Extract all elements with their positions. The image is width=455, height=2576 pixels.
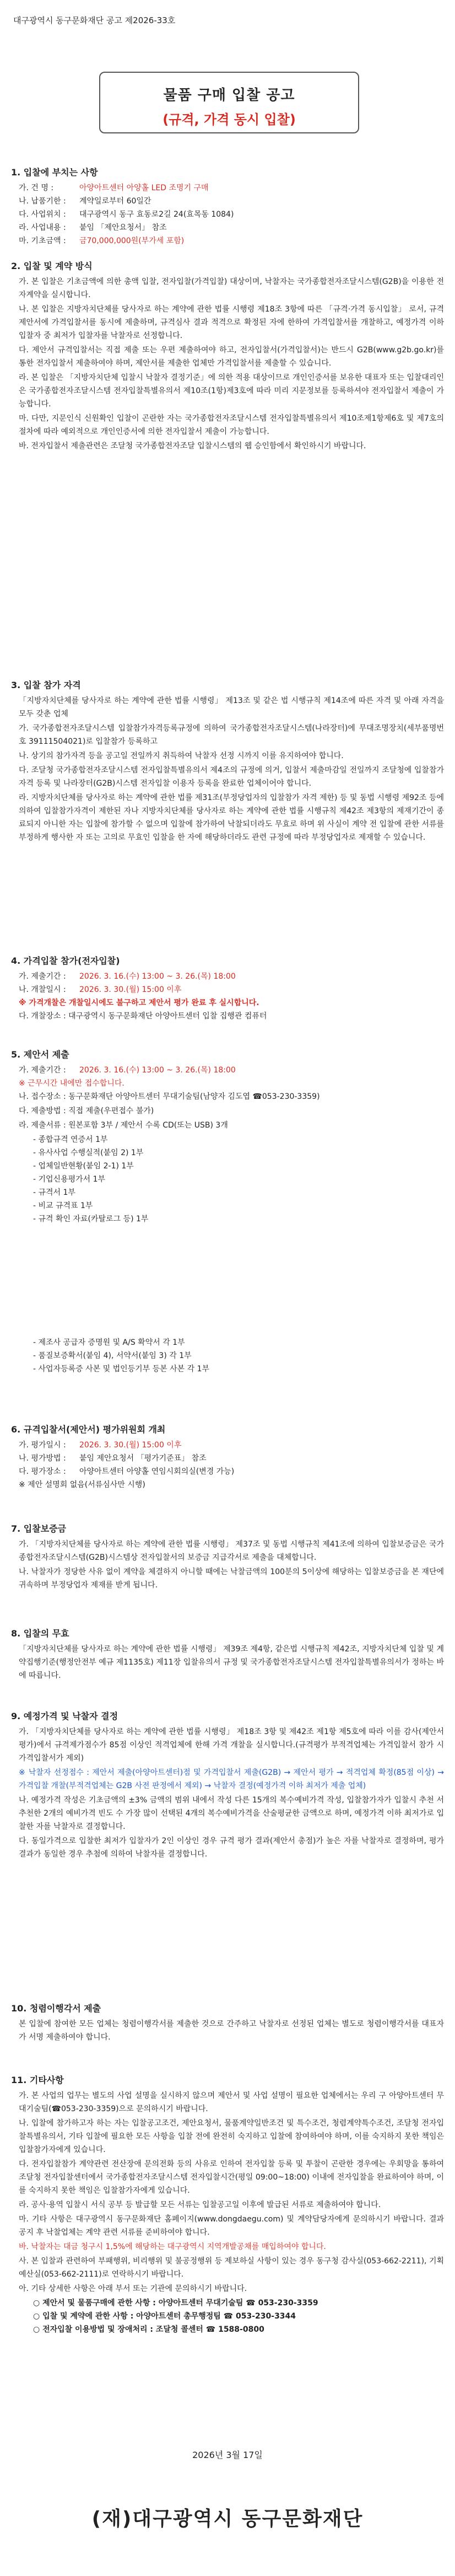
paragraph: 다. 조달청 국가종합전자조달시스템 전자입찰특별유의서 제4조의 규정에 의거, 입찰서 제출마감일 전일까지 조달청에 입찰참가자격 등록 및 나라장터(G2B)시스템 전자입찰 이용자 등록을 완료한 업체이어야 합니다. [19, 766, 444, 788]
info-row: 가. 평가일시 : 2026. 3. 30.(월) 15:00 이후 [19, 1439, 444, 1452]
paragraph: 다. 제안서 규격입찰서는 직접 제출 또는 우편 제출하여야 하고, 전자입찰서(가격입찰서)는 반드시 G2B(www.g2b.go.kr)를 통한 전자입찰서 제출하여야 하며, 제안서를 제출한 업체만 가격입찰서를 제출할 수 있습니다. [19, 346, 444, 368]
list-item: - 사업자등록증 사본 및 법인등기부 등본 사본 각 1부 [33, 1365, 210, 1373]
list-item: - 규격 확인 자료(카탈로그 등) 1부 [33, 1215, 149, 1223]
section-5 [11, 1048, 444, 1376]
section-heading: 5. 제안서 제출 [11, 1049, 69, 1060]
paragraph: 라. 본 입찰은 「지방자치단체 입찰시 낙찰자 결정기준」에 의한 적용 대상이므로 개인인증서를 보유한 대표자 또는 입찰대리인은 국가종합전자조달시스템 전자입찰특별유의서 제10조(1항)제3호에 따라 미리 지문정보를 등록하셔야 전자입찰서 제출이 가능합니다. [19, 373, 444, 409]
paragraph: 나. 접수장소 : 동구문화재단 아양아트센터 무대기술팀(남양자 김도엽 ☎053-230-3359) [19, 1092, 320, 1101]
section-7 [11, 1522, 444, 1593]
section-heading: 11. 기타사항 [11, 2075, 64, 2085]
opening-place: 다. 개찰장소 : 대구광역시 동구문화재단 아양아트센터 입찰 집행관 컴퓨터 [19, 1012, 267, 1021]
section-4 [11, 954, 444, 1023]
paragraph: 가. 「지방자치단체를 당사자로 하는 계약에 관한 법률 시행령」 제37조 및 동법 시행규칙 제41조에 의하여 입찰보증금은 국가종합전자조달시스템(G2B)시스템상 전자입찰서의 보증금 지급각서로 제출을 대체합니다. [19, 1540, 444, 1562]
info-row: 가. 건 명 : 아양아트센터 아양홀 LED 조명기 구매 [19, 181, 444, 195]
list-item: - 업체일반현황(붙임 2-1) 1부 [33, 1162, 134, 1171]
section-heading: 6. 규격입찰서(제안서) 평가위원회 개최 [11, 1424, 166, 1435]
paragraph: 가. 국가종합전자조달시스템 입찰참가자격등록규정에 의하여 국가종합전자조달시스템(나라장터)에 무대조명장치(세부품명번호 39111504021)로 입찰참가 등록하고 [19, 724, 444, 746]
page-title: 물품 구매 입찰 공고 [163, 87, 295, 104]
paragraph: 나. 본 입찰은 지방자치단체를 당사자로 하는 계약에 관한 법률 시행령 제18조 3항에 따른 「규격·가격 동시입찰」 로서, 규격제안서에 가격입찰서를 동시에 제출하며, 규격심사 결과 적격으로 확정된 자에 한하여 가격입찰서를 개찰하고, 예정가격 이하 입찰자 중 최저가 입찰자를 낙찰자로 선정합니다. [19, 305, 444, 340]
paragraph: 나. 입찰에 참가하고자 하는 자는 입찰공고조건, 제안요청서, 물품계약일반조건 및 특수조건, 청렴계약특수조건, 조달청 전자입찰특별유의서, 기타 입찰에 필요한 모든 사항을 입찰 전에 완전히 숙지하고 입찰에 참여하여야 하며, 이를 숙지하지 못한 책임은 입찰참가자에게 있습니다. [19, 2119, 444, 2154]
note: ※ 근무시간 내에만 접수합니다. [19, 1079, 124, 1088]
info-row: 마. 기초금액 : 금70,000,000원(부가세 포함) [19, 234, 444, 248]
document-list-extra [33, 1336, 444, 1376]
info-row: 다. 평가장소 : 아양아트센터 아양홀 연임시회의실(변경 가능) [19, 1467, 235, 1476]
info-row: 나. 평가방법 : 붙임 제안요청서 「평가기준표」 참조 [19, 1454, 207, 1463]
info-row: 가. 제출기간 : 2026. 3. 16.(수) 13:00 ~ 3. 26.(목) 18:00 [19, 1064, 444, 1077]
list-item: - 비교 규격표 1부 [33, 1201, 93, 1210]
paragraph: 라. 지방자치단체를 당사자로 하는 계약에 관한 법률 제31조(부정당업자의 입찰참가 자격 제한) 등 및 동법 시행령 제92조 등에 의하여 입찰참가자격이 제한된 자나 지방자치단체를 당사자로 하는 계약에 관한 법률 시행규칙 제42조 제3항의 제재기간이 종료되지 아니한 자는 입찰에 참가할 수 없으며 입찰에 참가하여 낙찰되더라도 무효로 하며 위 사실이 계약 전 입찰에 관한 서류를 부정하게 행사한 자 또는 고의로 무효인 입찰을 한 자에 해당하더라도 관련 규정에 따라 부정당업자로 제재할 수 있습니다. [19, 793, 444, 842]
paragraph: 나. 낙찰자가 정당한 사유 없이 계약을 체결하지 아니할 때에는 낙찰금액의 100분의 5이상에 해당하는 입찰보증금을 본 재단에 귀속하며 부정당업자 제재를 받게 됩니다. [19, 1568, 444, 1590]
section-heading: 4. 가격입찰 참가(전자입찰) [11, 956, 120, 966]
section-heading: 1. 입찰에 부치는 사항 [11, 167, 98, 178]
info-row: 가. 제출기간 : 2026. 3. 16.(수) 13:00 ~ 3. 26.(목) 18:00 [19, 970, 444, 983]
section-9 [11, 1709, 444, 1862]
bid-period: 2026. 3. 16.(수) 13:00 ~ 3. 26.(목) 18:00 [79, 972, 236, 981]
paragraph: 「지방자치단체를 당사자로 하는 계약에 관한 법률 시행령」 제13조 및 같은 법 시행규칙 제14조에 따른 자격 및 아래 자격을 모두 갖춘 업체 [19, 696, 444, 718]
list-item: - 품질보증확서(붙임 4), 서약서(붙임 3) 각 1부 [33, 1351, 192, 1360]
paragraph: 바. 낙찰자는 대금 청구시 1,5%에 해당하는 대구광역시 지역개발공채를 매입하여야 합니다. [19, 2242, 326, 2251]
section-heading: 2. 입찰 및 계약 방식 [11, 261, 93, 271]
title-box [99, 72, 359, 133]
base-price: 금70,000,000원(부가세 포함) [79, 237, 185, 245]
info-row: 다. 사업위치 : 대구광역시 동구 효동로2길 24(효목동 1084) [19, 210, 234, 219]
section-6 [11, 1423, 444, 1491]
paragraph: 다. 제출방법 : 직접 제출(우편접수 불가) [19, 1107, 154, 1115]
paragraph: ※ 낙찰자 선정점수 : 제안서 제출(아양아트센터)점 및 가격입찰서 제출(G2B) → 제안서 평가 → 적격업체 확정(85점 이상) → 가격입찰 개찰(부적격업체는 G2B 사전 판정에서 제외) → 낙찰자 결정(예정가격 이하 최저가 제출 업체) [19, 1768, 444, 1790]
section-heading: 10. 청렴이행각서 제출 [11, 2003, 101, 2014]
opening-date: 2026. 3. 30.(월) 15:00 이후 [79, 985, 182, 994]
paragraph: 「지방자치단체를 당사자로 하는 계약에 관한 법률 시행령」 제39조 제4항, 같은법 시행규칙 제42조, 지방자치단체 입찰 및 계약집행기준(행정안전부 예규 제1135호) 제11장 입찰유의서 규정 및 국가종합전자조달시스템 전자입찰특별유의서가 정하는 바에 따릅니다. [19, 1645, 444, 1680]
section-heading: 9. 예정가격 및 낙찰자 결정 [11, 1711, 118, 1721]
info-row: 라. 사업내용 : 붙임 「제안요청서」 참조 [19, 223, 167, 232]
paragraph: 가. 본 입찰은 기초금액에 의한 총액 입찰, 전자입찰(가격입찰) 대상이며, 낙찰자는 국가종합전자조달시스템(G2B)을 이용한 전자계약을 실시합니다. [19, 277, 444, 299]
list-item: - 유사사업 수행실적(붙임 2) 1부 [33, 1149, 144, 1157]
page-subtitle: (규격, 가격 동시 입찰) [162, 112, 296, 127]
paragraph: 가. 「지방자치단체를 당사자로 하는 계약에 관한 법률 시행령」 제18조 3항 및 제42조 제1항 제5호에 따라 이를 감사(제안서 평가)에서 규격제가점수가 85점 이상인 적격업체에 한해 가격 개찰을 실시합니다.(규격평가 부적격업체는 가격입찰서 참가 시 가격입찰서가 제외) [19, 1727, 444, 1763]
note: ※ 제안 설명회 없음(서류심사만 시행) [19, 1480, 145, 1489]
item-name: 아양아트센터 아양홀 LED 조명기 구매 [79, 184, 209, 192]
paragraph: 가. 본 사업의 업무는 별도의 사업 설명을 실시하지 않으며 제안서 및 사업 설명이 필요한 업체에서는 우리 구 아양아트센터 무대기술팀(☎053-230-3359)으로 문의하시기 바랍니다. [19, 2091, 444, 2113]
list-item: - 규격서 1부 [33, 1188, 75, 1197]
paragraph: 나. 상기의 참가자격 등을 공고일 전일까지 취득하여 낙찰자 선정 시까지 이를 유지하여야 합니다. [19, 752, 344, 760]
section-heading: 3. 입찰 참가 자격 [11, 680, 81, 690]
note: ※ 가격개찰은 개찰일시에도 불구하고 제안서 평가 완료 후 실시합니다. [19, 999, 259, 1007]
list-item: - 종합규격 연증서 1부 [33, 1135, 108, 1144]
section-2 [11, 259, 444, 454]
section-1 [11, 165, 444, 248]
contact-list [33, 2296, 444, 2336]
section-8 [11, 1627, 444, 1682]
paragraph: 본 입찰에 참여한 모든 업체는 청렴이행각서를 제출한 것으로 간주하고 낙찰자로 선정된 업체는 별도로 청렴이행각서를 대표자가 서명 제출하여야 합니다. [19, 2020, 444, 2042]
notice-number: 대구광역시 동구문화재단 공고 제2026-33호 [13, 15, 176, 25]
submission-period: 2026. 3. 16.(수) 13:00 ~ 3. 26.(목) 18:00 [79, 1066, 236, 1075]
list-item: - 제조사 공급자 증명원 및 A/S 확약서 각 1부 [33, 1338, 185, 1347]
paragraph: 다. 전자입찰참가 계약관련 전산장애 문의전화 등의 사유로 인하여 전자입찰 등록 및 투찰이 곤란한 경우에는 우회망을 통하여 조달청 전자입찰센터에서 국가종합전자조달시스템 전자입찰시간(평일 09:00~18:00) 이내에 전자입찰을 완료하여야 하며, 이를 숙지하지 못한 책임은 입찰참가자에게 있습니다. [19, 2160, 444, 2195]
section-3 [11, 678, 444, 845]
contact-item: ○ 전자입찰 이용방법 및 장애처리 : 조달청 콜센터 ☎ 1588-0800 [33, 2325, 264, 2334]
paragraph: 아. 기타 상세한 사항은 아래 부서 또는 기관에 문의하시기 바랍니다. [19, 2284, 247, 2293]
organization-name: (재)대구광역시 동구문화재단 [91, 2508, 364, 2530]
paragraph: 나. 예정가격 작성은 기초금액의 ±3% 금액의 범위 내에서 작성 다른 15개의 복수예비가격 작성, 입찰참가자가 입찰시 추천 서 추천한 2개의 예비가격 빈도 수 가장 많이 선택된 4개의 복수예비가격을 산술평균한 금액으로 하며, 예정가격 이하 최저가로 입찰한 자를 낙찰자로 결정합니다. [19, 1796, 444, 1831]
paragraph: 다. 동일가격으로 입찰한 최저가 입찰자가 2인 이상인 경우 규격 평가 결과(제안서 총점)가 높은 자를 낙찰자로 결정하며, 평가 결과가 동일한 경우 추첨에 의하여 낙찰자를 결정합니다. [19, 1837, 444, 1859]
section-11 [11, 2073, 444, 2336]
section-heading: 8. 입찰의 무효 [11, 1628, 69, 1639]
paragraph: 바. 전자입찰서 제출관련은 조달청 국가종합전자조달 입찰시스템의 웹 승인함에서 확인하시기 바랍니다. [19, 442, 366, 450]
info-row: 나. 개찰일시 : 2026. 3. 30.(월) 15:00 이후 [19, 983, 444, 996]
list-item: - 기업신용평가서 1부 [33, 1175, 106, 1184]
contact-item: ○ 입찰 및 계약에 관한 사항 : 아양아트센터 총무행정팀 ☎ 053-230-3344 [33, 2312, 296, 2321]
notice-date: 2026년 3월 17일 [192, 2450, 263, 2460]
paragraph: 사. 본 입찰과 관련하여 부패행위, 비리행위 및 불공정행위 등 제보하실 사항이 있는 경우 동구청 감사실(053-662-2211), 기획예산실(053-662-2111)로 연락하시기 바랍니다. [19, 2257, 444, 2279]
contact-item: ○ 제안서 및 물품구매에 관한 사항 : 아양아트센터 무대기술팀 ☎ 053-230-3359 [33, 2299, 318, 2307]
document-list [33, 1133, 444, 1226]
section-heading: 7. 입찰보증금 [11, 1523, 67, 1534]
paragraph: 라. 공사·용역 입찰시 서식 공부 등 발급할 모든 서류는 입찰공고일 이후에 발급된 서류로 제출하여야 합니다. [19, 2201, 381, 2209]
paragraph: 라. 제출서류 : 원본포함 3부 / 제안서 수록 CD(또는 USB) 3개 [19, 1121, 228, 1130]
eval-date: 2026. 3. 30.(월) 15:00 이후 [79, 1441, 182, 1450]
paragraph: 마. 다만, 지문인식 신원확인 입찰이 곤란한 자는 국가종합전자조달시스템 전자입찰특별유의서 제10조제1항제6호 및 제7호의 절차에 따라 예외적으로 개인인증서에 의한 전자입찰서 제출이 가능합니다. [19, 414, 444, 436]
paragraph: 마. 기타 사항은 대구광역시 동구문화재단 홈페이지(www.dongdaegu.com) 및 계약담당자에게 문의하시기 바랍니다. 결과 공지 후 낙찰업체는 계약 관련 서류를 준비하여야 합니다. [19, 2215, 444, 2237]
section-10 [11, 2001, 444, 2044]
info-row: 나. 납품기한 : 계약일로부터 60일간 [19, 197, 151, 206]
